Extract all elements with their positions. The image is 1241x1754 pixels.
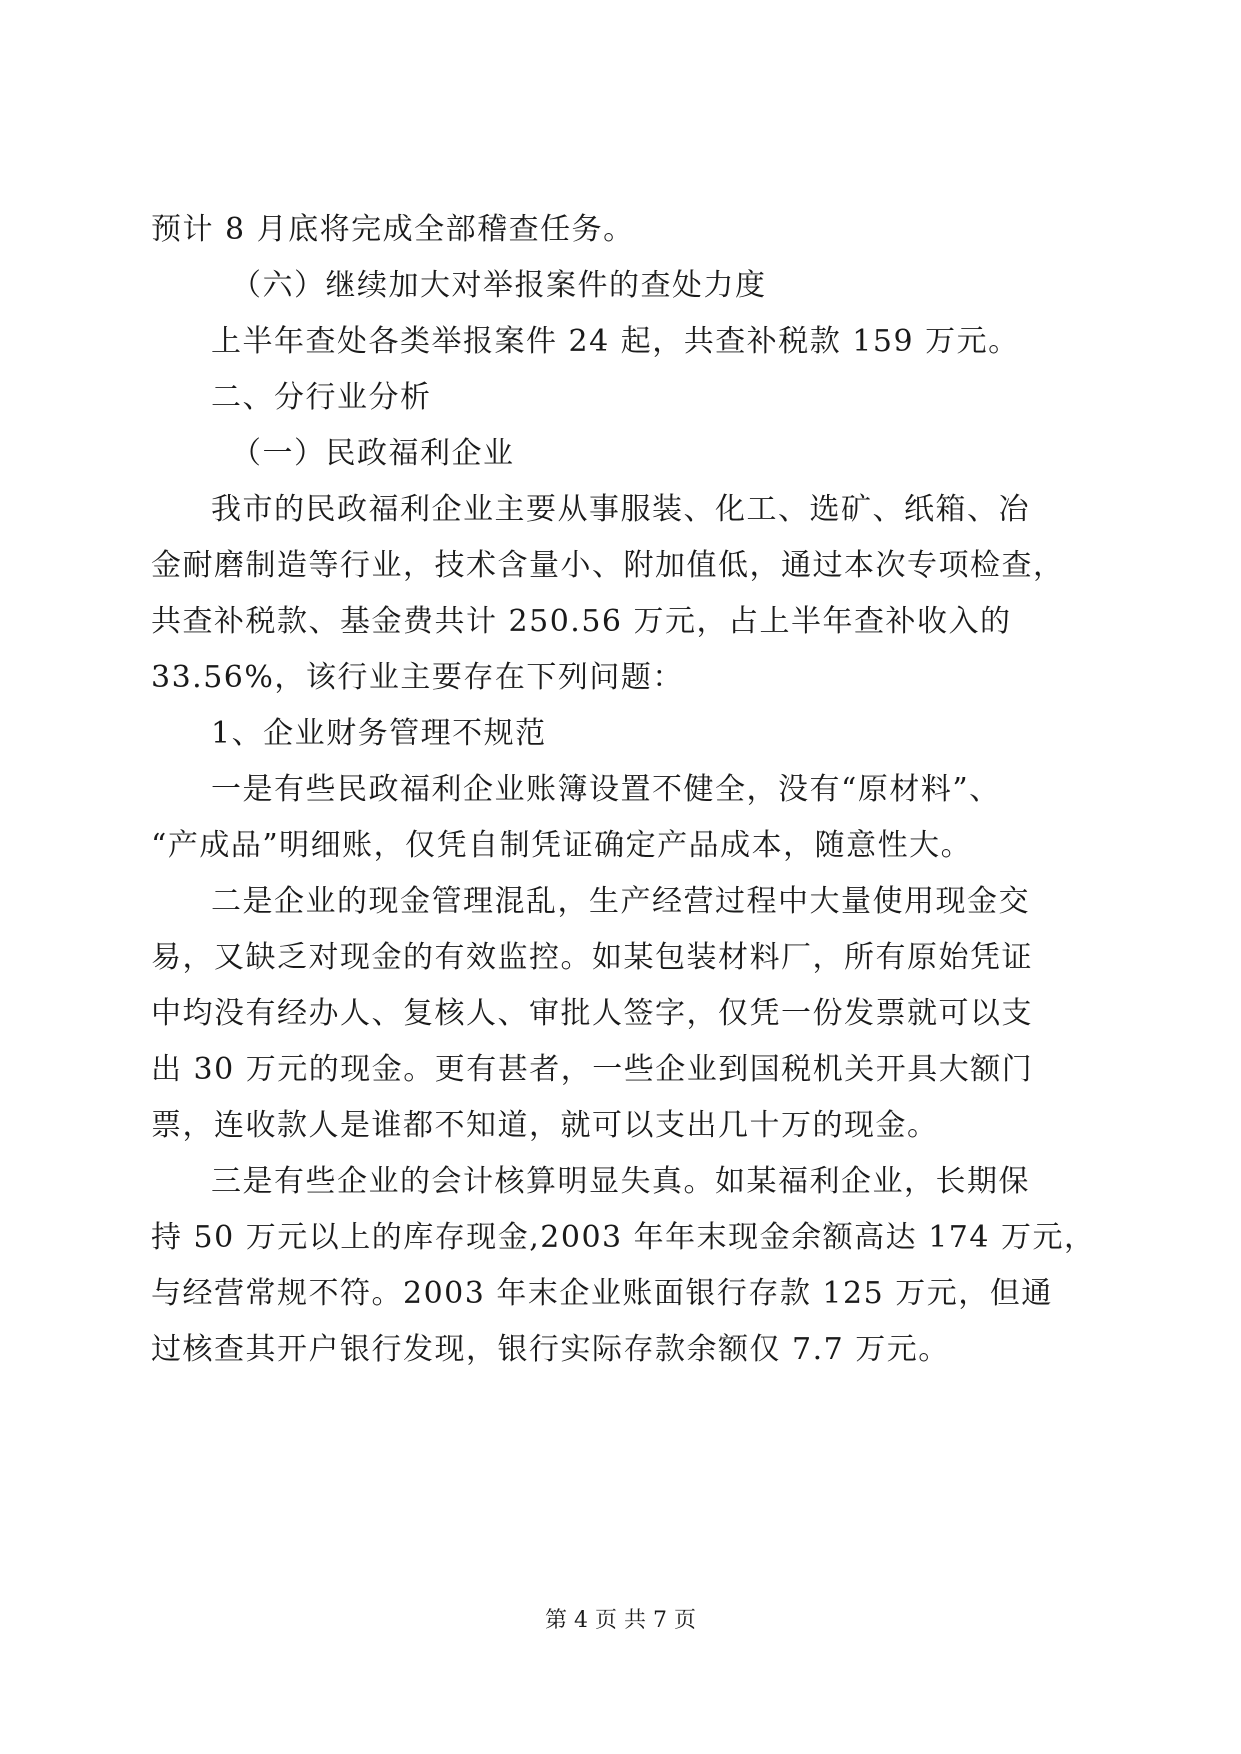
subsection-heading-1: 1、企业财务管理不规范	[211, 716, 547, 751]
paragraph-line: 金耐磨制造等行业，技术含量小、附加值低，通过本次专项检查，	[151, 548, 1065, 583]
paragraph-line: 易，又缺乏对现金的有效监控。如某包装材料厂，所有原始凭证	[151, 940, 1033, 975]
paragraph-line: 二是企业的现金管理混乱，生产经营过程中大量使用现金交	[211, 884, 1030, 919]
text-line-3: 上半年查处各类举报案件 24 起，共查补税款 159 万元。	[211, 324, 1020, 359]
page-number-footer: 第 4 页 共 7 页	[545, 1608, 696, 1633]
paragraph-line: 33.56%，该行业主要存在下列问题：	[151, 660, 684, 695]
paragraph-line: “产成品”明细账，仅凭自制凭证确定产品成本，随意性大。	[151, 828, 973, 863]
paragraph-line: 出 30 万元的现金。更有甚者，一些企业到国税机关开具大额门	[151, 1052, 1034, 1087]
paragraph-line: 三是有些企业的会计核算明显失真。如某福利企业，长期保	[211, 1164, 1030, 1199]
section-heading-6: （六）继续加大对举报案件的查处力度	[231, 268, 767, 303]
paragraph-line: 一是有些民政福利企业账簿设置不健全，没有“原材料”、	[211, 772, 1001, 807]
paragraph-line: 我市的民政福利企业主要从事服装、化工、选矿、纸箱、冶	[211, 492, 1030, 527]
paragraph-line: 过核查其开户银行发现，银行实际存款余额仅 7.7 万元。	[151, 1332, 950, 1367]
paragraph-line: 持 50 万元以上的库存现金,2003 年年末现金余额高达 174 万元，	[151, 1220, 1096, 1255]
section-heading-1: （一）民政福利企业	[231, 436, 515, 471]
text-line-1: 预计 8 月底将完成全部稽查任务。	[151, 212, 635, 247]
paragraph-line: 共查补税款、基金费共计 250.56 万元，占上半年查补收入的	[151, 604, 1012, 639]
paragraph-line: 中均没有经办人、复核人、审批人签字，仅凭一份发票就可以支	[151, 996, 1033, 1031]
paragraph-line: 票，连收款人是谁都不知道，就可以支出几十万的现金。	[151, 1108, 939, 1143]
paragraph-line: 与经营常规不符。2003 年末企业账面银行存款 125 万元，但通	[151, 1276, 1053, 1311]
chapter-heading-2: 二、分行业分析	[211, 380, 432, 415]
